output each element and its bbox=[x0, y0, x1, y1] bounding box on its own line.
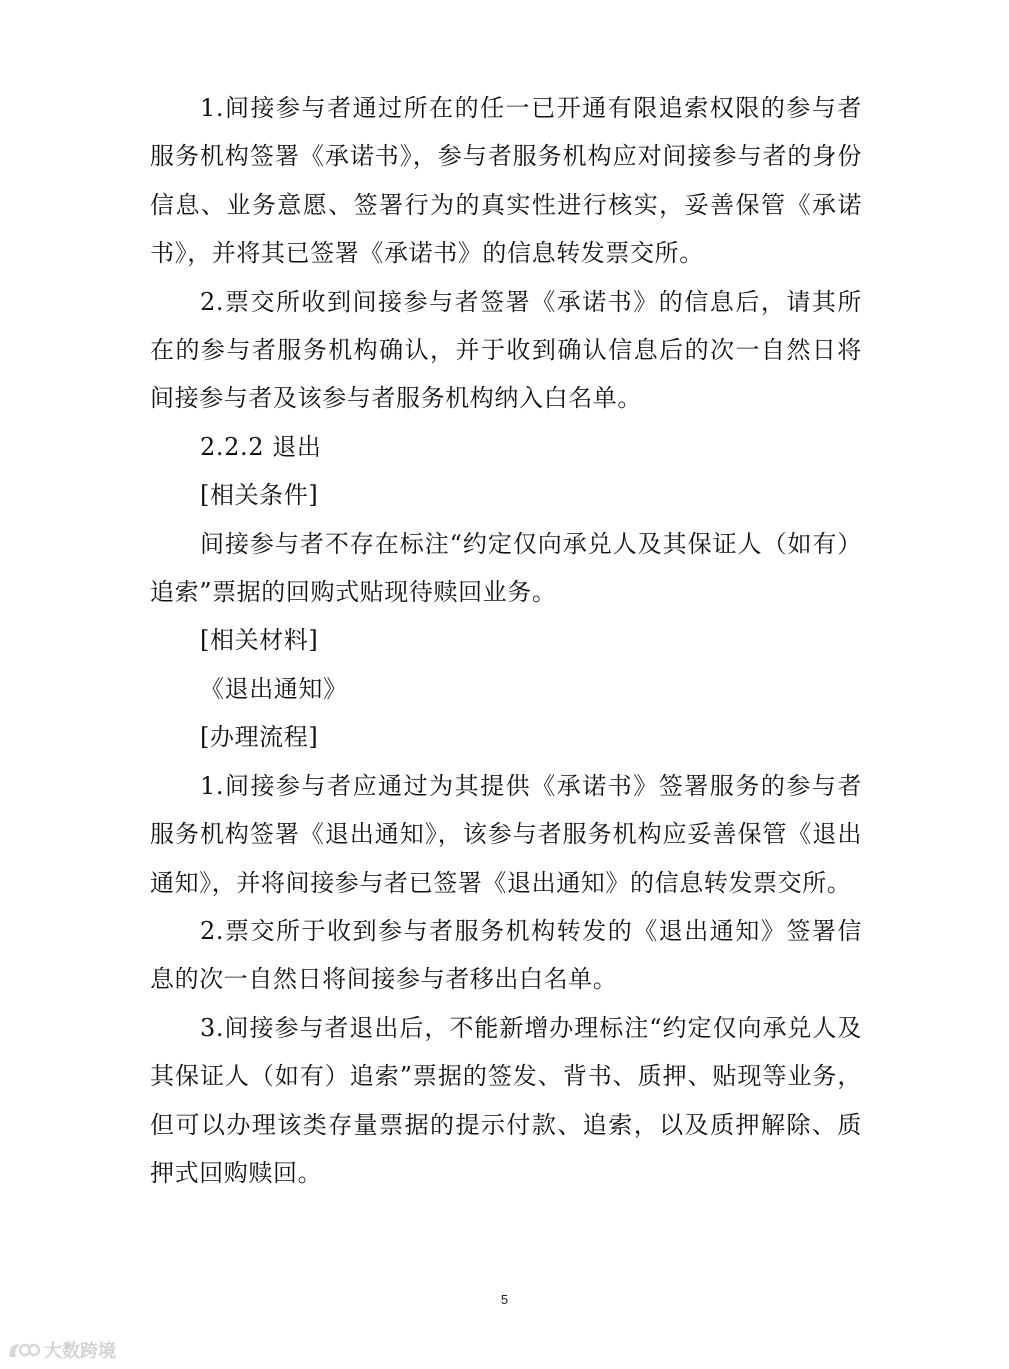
document-body bbox=[150, 84, 862, 1197]
paragraph-registration-step-1: 1.间接参与者通过所在的任一已开通有限追索权限的参与者服务机构签署《承诺书》，参与者服务机构应对间接参与者的身份信息、业务意愿、签署行为的真实性进行核实，妥善保管《承诺书》，并将其已签署《承诺书》的信息转发票交所。 bbox=[150, 94, 862, 268]
paragraph-materials: 《退出通知》 bbox=[200, 674, 348, 703]
paragraph-registration-step-2: 2.票交所收到间接参与者签署《承诺书》的信息后，请其所在的参与者服务机构确认，并于收到确认信息后的次一自然日将间接参与者及该参与者服务机构纳入白名单。 bbox=[150, 287, 862, 413]
brand-logo-icon bbox=[6, 1339, 40, 1361]
subheading-conditions: [相关条件] bbox=[200, 481, 319, 510]
page-number: 5 bbox=[500, 1292, 509, 1307]
paragraph-exit-step-2: 2.票交所于收到参与者服务机构转发的《退出通知》签署信息的次一自然日将间接参与者移出白名单。 bbox=[150, 916, 862, 994]
subheading-procedure: [办理流程] bbox=[200, 723, 319, 752]
section-heading-exit: 2.2.2 退出 bbox=[200, 432, 322, 461]
paragraph-conditions: 间接参与者不存在标注“约定仅向承兑人及其保证人（如有）追索”票据的回购式贴现待赎回业务。 bbox=[150, 529, 862, 607]
paragraph-exit-step-3: 3.间接参与者退出后，不能新增办理标注“约定仅向承兑人及其保证人（如有）追索”票据的签发、背书、质押、贴现等业务，但可以办理该类存量票据的提示付款、追索，以及质押解除、质押式回购赎回。 bbox=[150, 1013, 862, 1187]
watermark-text: 大数跨境 bbox=[44, 1341, 116, 1362]
watermark bbox=[6, 1337, 116, 1363]
paragraph-exit-step-1: 1.间接参与者应通过为其提供《承诺书》签署服务的参与者服务机构签署《退出通知》，该参与者服务机构应妥善保管《退出通知》，并将间接参与者已签署《退出通知》的信息转发票交所。 bbox=[150, 771, 862, 897]
subheading-materials: [相关材料] bbox=[200, 626, 319, 655]
